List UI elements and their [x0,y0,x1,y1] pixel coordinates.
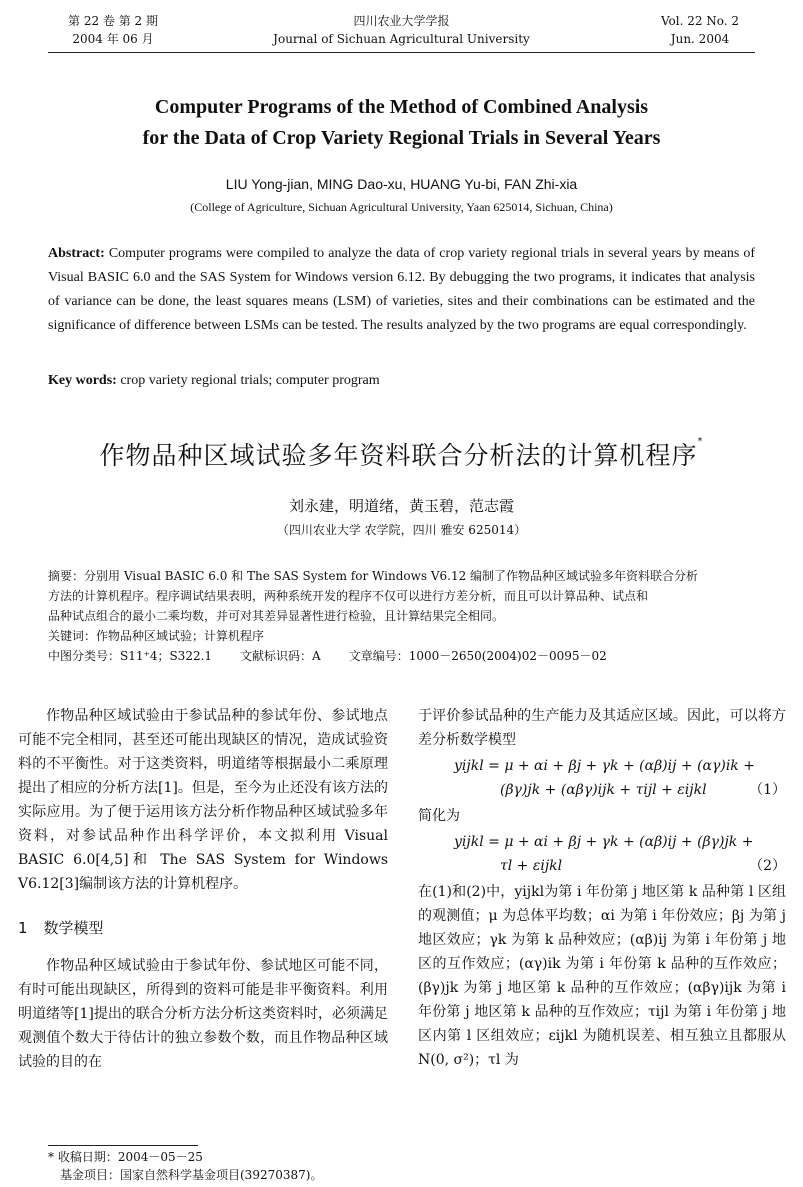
running-header [48,12,755,52]
equation-1-line2: (βγ)jk + (αβγ)ijk + τijl + εijkl [500,782,707,798]
section-title: 数学模型 [43,919,104,937]
chinese-authors: 刘永建，明道绪，黄玉碧，范志霞 [288,497,514,515]
header-vol-en [645,12,755,48]
english-keywords [48,370,755,392]
simplify-text: 简化为 [418,808,460,824]
chinese-abstract [48,566,755,666]
received-date: * 收稿日期：2004－05－25 [48,1150,203,1164]
classification-line [48,646,755,666]
intro-paragraph: 作物品种区域试验由于参试品种的参试年份、参试地点可能不完全相同，甚至还可能出现缺区的情况，造成试验资料的不平衡性。对于这类资料，明道绪等根据最小二乘原理提出了相应的分析方法[1]。但是，至今为止还没有该方法的实际应用。为了便于运用该方法分析作物品种区域试验多年资料，对参试品种作出科学评价，本文拟利用 Visual BASIC 6.0[4,5]和 The SAS System for Windows V6.12[3]编制该方法的计算机程序。 [18,708,388,892]
keywords-text: crop variety regional trials; computer program [120,373,380,388]
variable-definitions: 在(1)和(2)中，yijkl为第 i 年份第 j 地区第 k 品种第 l 区组的观测值；μ 为总体平均数；αi 为第 i 年份效应；βj 为第 j 地区效应；γk 为第 k 品种效应；(αβ)ij 为第 i 年份第 j 地区的互作效应；(αγ)ik 为第 i 年份第 k 品种的互作效应；(βγ)jk 为第 j 地区第 k 品种的互作效应；(αβγ)ijk 为第 i 年份第 j 地区第 k 品种的互作效应；τijl 为第 i 年份第 j 地区内第 l 区组效应；εijkl 为随机误差、相互独立且都服从 N(0, σ²)；τl 为 [418,884,786,1068]
header-date-en: Jun. 2004 [670,32,730,46]
section-heading [18,916,388,940]
equation-1-number: （1） [749,782,786,798]
right-column [418,704,786,1072]
equation-2-number: （2） [749,858,786,874]
abstract-label: Abstract: [48,246,105,261]
keywords-label: Key words: [48,373,117,388]
equation-2 [418,830,786,878]
header-journal-en: Journal of Sichuan Agricultural University [273,32,530,46]
equation-2-line1: yijkl = μ + αi + βj + γk + (αβ)ij + (βγ)jk + [454,834,754,850]
header-date-cn: 2004 年 06 月 [72,32,154,46]
english-title [40,92,763,154]
header-volume-issue: 第 22 卷 第 2 期 [68,14,158,28]
equation-1-line1: yijkl = μ + αi + βj + γk + (αβ)ij + (αγ)ik + [454,758,755,774]
header-vol-no: Vol. 22 No. 2 [660,14,740,28]
header-divider [48,52,755,53]
section-number: 1 [18,919,28,937]
footnote-divider [48,1145,198,1146]
english-authors: LIU Yong-jian, MING Dao-xu, HUANG Yu-bi, FAN Zhi-xia [225,176,578,192]
chinese-keywords: 关键词：作物品种区域试验；计算机程序 [48,629,265,643]
equation-2-line2: τl + εijkl [500,858,563,874]
english-abstract [48,242,755,338]
chinese-abstract-line: 方法的计算机程序。程序调试结果表明，两种系统开发的程序不仅可以进行方差分析，而且可以计算品种、试点和 [48,589,649,603]
left-column [18,704,388,1074]
chinese-title [0,436,803,472]
funding-note: 基金项目：国家自然科学基金项目(39270387)。 [60,1168,323,1182]
document-code: 文献标识码：A [240,649,321,663]
header-journal-cn: 四川农业大学学报 [353,14,450,28]
clc-number: 中图分类号：S11⁺4；S322.1 [48,649,213,663]
english-title-line2: for the Data of Crop Variety Regional Trials in Several Years [142,127,661,149]
article-number: 文章编号：1000－2650(2004)02－0095－02 [348,649,607,663]
model-continuation: 于评价参试品种的生产能力及其适应区域。因此，可以将方差分析数学模型 [418,708,786,748]
footnote [48,1148,322,1184]
title-footnote-mark: * [697,436,704,447]
english-title-line1: Computer Programs of the Method of Combined Analysis [154,96,649,118]
chinese-abstract-line: 摘要：分别用 Visual BASIC 6.0 和 The SAS System for Windows V6.12 编制了作物品种区域试验多年资料联合分析 [48,569,699,583]
abstract-text: Computer programs were compiled to analyze the data of crop variety regional trials in several years by means of Visual BASIC 6.0 and the SAS System for Windows version 6.12. By debugging the two programs, it indicates that analysis of variance can be done, the least squares means (LSM) of varieties, sites and their combinations can be estimated and the significance of difference between LSMs can be tested. The results analyzed by the two programs are equal correspondingly. [48,246,756,333]
equation-1 [418,754,786,802]
english-affiliation: (College of Agriculture, Sichuan Agricultural University, Yaan 625014, Sichuan, China) [190,200,613,214]
model-paragraph: 作物品种区域试验由于参试年份、参试地区可能不同，有时可能出现缺区，所得到的资料可能是非平衡资料。利用明道绪等[1]提出的联合分析方法分析这类资料时，必须满足观测值个数大于待估计的独立参数个数，而且作物品种区域试验的目的在 [18,958,388,1070]
chinese-affiliation: （四川农业大学 农学院，四川 雅安 625014） [276,523,527,537]
chinese-title-text: 作物品种区域试验多年资料联合分析法的计算机程序 [99,441,698,470]
chinese-abstract-line: 品种试点组合的最小二乘均数，并可对其差异显著性进行检验，且计算结果完全相同。 [48,609,505,623]
